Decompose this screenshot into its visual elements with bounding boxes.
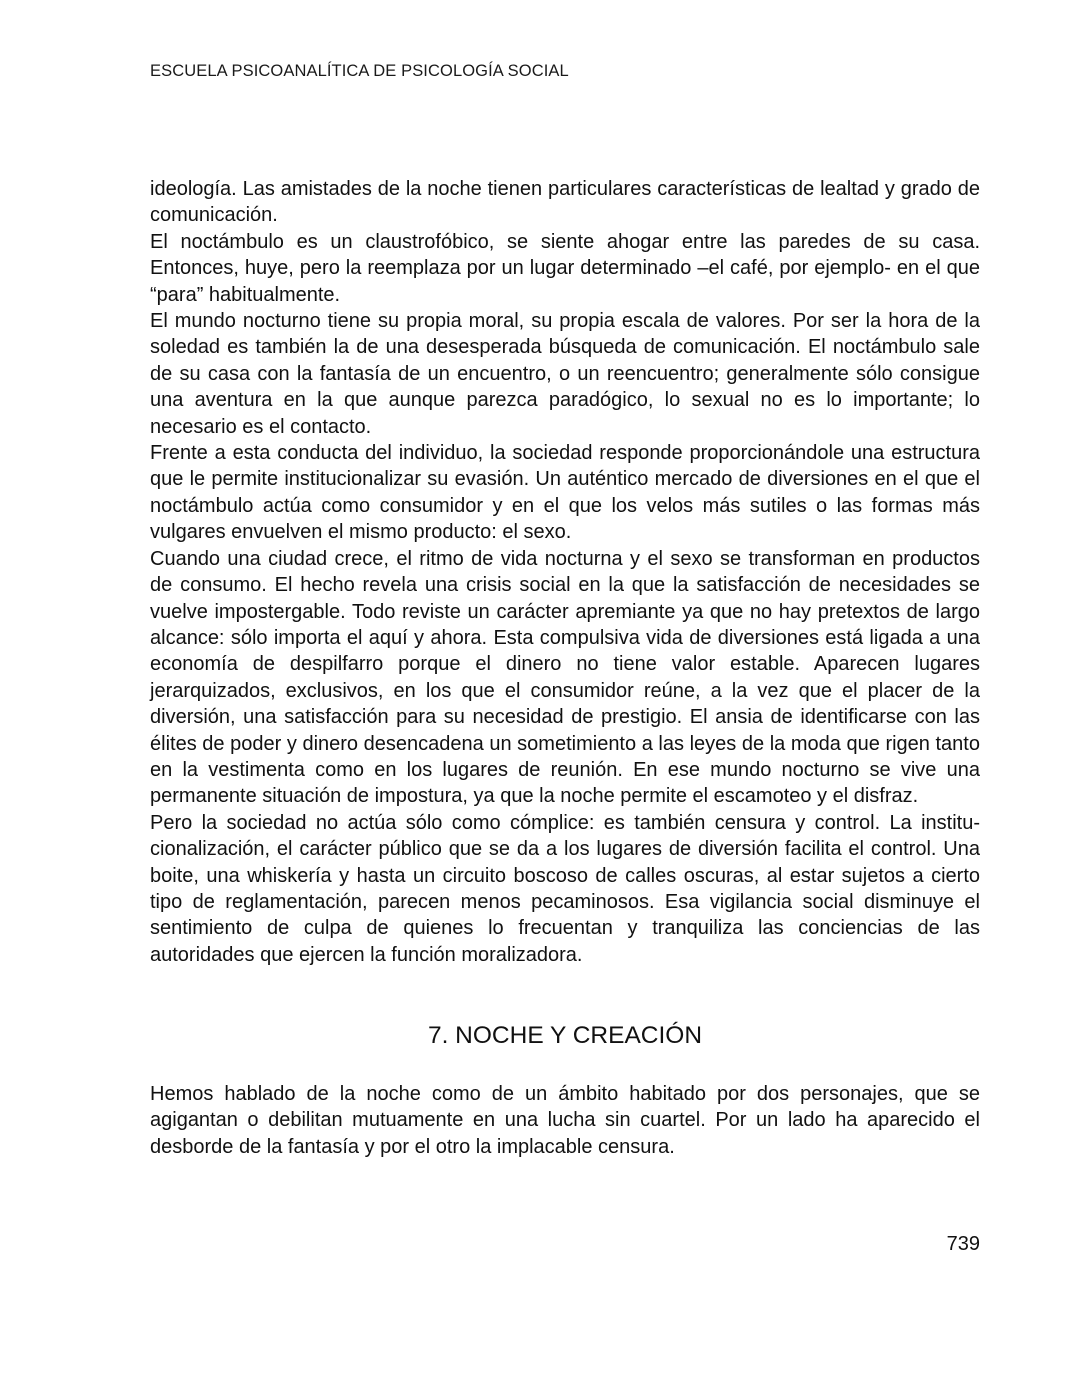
paragraph: El mundo nocturno tiene su propia moral, su propia escala de valores. Por ser la hora de la soledad es también la de una desesperada búsqueda de comunicación. El noctámbulo sale de su casa con la fantasía de un encuentro, o un reencuentro; generalmente sólo consigue una aventura en la que aunque parezca paradógico, lo sexual no es lo importante; lo necesario es el contacto. <box>150 310 980 438</box>
paragraph: Cuando una ciudad crece, el ritmo de vida nocturna y el sexo se transforman en productos de consumo. El hecho revela una crisis social en la que la satisfacción de necesidades se vuelve impostergable. Todo reviste un carácter apremiante ya que no hay pretextos de largo alcance: sólo importa el aquí y ahora. Esta compulsiva vida de diversiones está ligada a una economía de despilfarro porque el dinero no tiene valor estable. Aparecen lugares jerarquizados, exclusivos, en los que el consumidor reúne, a la vez que el placer de la diversión, una satisfacción para su necesidad de prestigio. El ansia de identificarse con las élites de poder y dinero desencadena un sometimiento a las leyes de la moda que rigen tanto en la vestimenta como en los lugares de reunión. En ese mundo nocturno se vive una permanente situación de impostura, ya que la noche permite el escamoteo y el disfraz. <box>150 547 980 808</box>
paragraph: El noctámbulo es un claustrofóbico, se siente ahogar entre las paredes de su casa. Entonces, huye, pero la reemplaza por un lugar determinado –el café, por ejemplo- en el que “para” habitualmente. <box>150 230 980 306</box>
running-header: ESCUELA PSICOANALÍTICA DE PSICOLOGÍA SOCIAL <box>150 62 569 80</box>
paragraph: Pero la sociedad no actúa sólo como cómplice: es también censura y control. La institucionalización, el carácter público que se da a los lugares de diversión facilita el control. Una boite, una whiskería y hasta un circuito boscoso de calles oscuras, al estar sujetos a cierto tipo de reglamentación, parecen menos pecaminosos. Esa vigilancia social disminuye el sentimiento de culpa de quienes lo frecuentan y tranquiliza las conciencias de las autoridades que ejercen la función moralizadora. <box>150 811 980 966</box>
paragraph: Frente a esta conducta del individuo, la sociedad responde proporcionándole una estructura que le permite institucionalizar su evasión. Un auténtico mercado de diversiones en el que el noctámbulo actúa como consumidor y en el que los velos más sutiles o las formas más vulgares envuelven el mismo producto: el sexo. <box>150 442 980 544</box>
body-text <box>150 176 980 968</box>
section-paragraph: Hemos hablado de la noche como de un ámbito habitado por dos personajes, que se agigantan o debilitan mutuamente en una lucha sin cuartel. Por un lado ha aparecido el desborde de la fantasía y por el otro la implacable censura. <box>150 1083 980 1158</box>
section-heading: 7. NOCHE Y CREACIÓN <box>427 1022 703 1049</box>
paragraph: ideología. Las amistades de la noche tienen particulares características de lealtad y grado de comunicación. <box>150 178 980 227</box>
page-number: 739 <box>946 1233 980 1255</box>
